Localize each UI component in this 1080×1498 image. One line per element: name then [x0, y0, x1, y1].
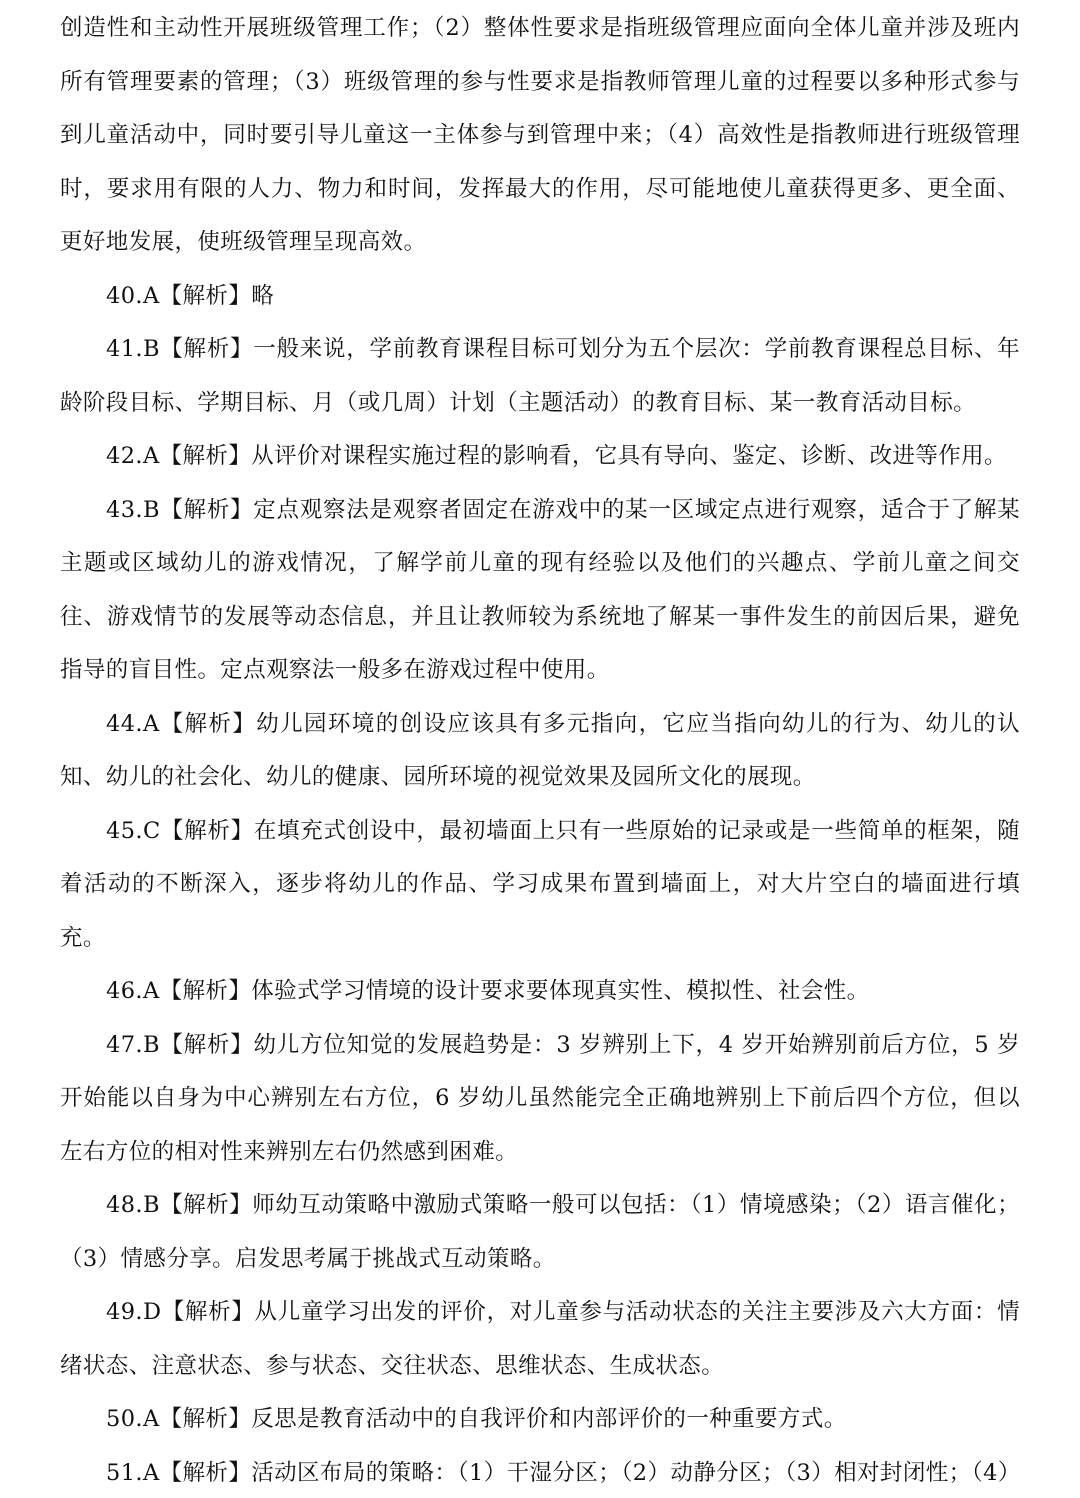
paragraph-continuation: 创造性和主动性开展班级管理工作；（2）整体性要求是指班级管理应面向全体儿童并涉及班内所有管理要素的管理；（3）班级管理的参与性要求是指教师管理儿童的过程要以多种形式参与到儿童活动中，同时要引导儿童这一主体参与到管理中来；（4）高效性是指教师进行班级管理时，要求用有限的人力、物力和时间，发挥最大的作用，尽可能地使儿童获得更多、更全面、更好地发展，使班级管理呈现高效。 — [60, 15, 1020, 255]
answer-48: 48.B【解析】师幼互动策略中激励式策略一般可以包括：（1）情境感染；（2）语言催化；（3）情感分享。启发思考属于挑战式互动策略。 — [60, 1192, 1020, 1272]
answer-42: 42.A【解析】从评价对课程实施过程的影响看，它具有导向、鉴定、诊断、改进等作用。 — [106, 443, 1007, 469]
answer-45: 45.C【解析】在填充式创设中，最初墙面上只有一些原始的记录或是一些简单的框架，随着活动的不断深入，逐步将幼儿的作品、学习成果布置到墙面上，对大片空白的墙面进行填充。 — [60, 817, 1020, 951]
answer-51: 51.A【解析】活动区布局的策略：（1）干湿分区；（2）动静分区；（3）相对封闭性；（4） — [106, 1459, 1021, 1486]
answer-40: 40.A【解析】略 — [106, 282, 275, 309]
answer-explanations — [60, 2, 1020, 1498]
answer-41: 41.B【解析】一般来说，学前教育课程目标可划分为五个层次：学前教育课程总目标、年龄阶段目标、学期目标、月（或几周）计划（主题活动）的教育目标、某一教育活动目标。 — [60, 336, 1020, 416]
answer-47: 47.B【解析】幼儿方位知觉的发展趋势是：3 岁辨别上下，4 岁开始辨别前后方位，5 岁开始能以自身为中心辨别左右方位，6 岁幼儿虽然能完全正确地辨别上下前后四个方位，但以左右方位的相对性来辨别左右仍然感到困难。 — [60, 1031, 1020, 1165]
answer-49: 49.D【解析】从儿童学习出发的评价，对儿童参与活动状态的关注主要涉及六大方面：情绪状态、注意状态、参与状态、交往状态、思维状态、生成状态。 — [60, 1299, 1020, 1379]
answer-43: 43.B【解析】定点观察法是观察者固定在游戏中的某一区域定点进行观察，适合于了解某主题或区域幼儿的游戏情况，了解学前儿童的现有经验以及他们的兴趣点、学前儿童之间交往、游戏情节的发展等动态信息，并且让教师较为系统地了解某一事件发生的前因后果，避免指导的盲目性。定点观察法一般多在游戏过程中使用。 — [60, 496, 1020, 683]
answer-44: 44.A【解析】幼儿园环境的创设应该具有多元指向，它应当指向幼儿的行为、幼儿的认知、幼儿的社会化、幼儿的健康、园所环境的视觉效果及园所文化的展现。 — [60, 710, 1020, 790]
answer-46: 46.A【解析】体验式学习情境的设计要求要体现真实性、模拟性、社会性。 — [106, 978, 870, 1004]
answer-50: 50.A【解析】反思是教育活动中的自我评价和内部评价的一种重要方式。 — [106, 1406, 847, 1432]
